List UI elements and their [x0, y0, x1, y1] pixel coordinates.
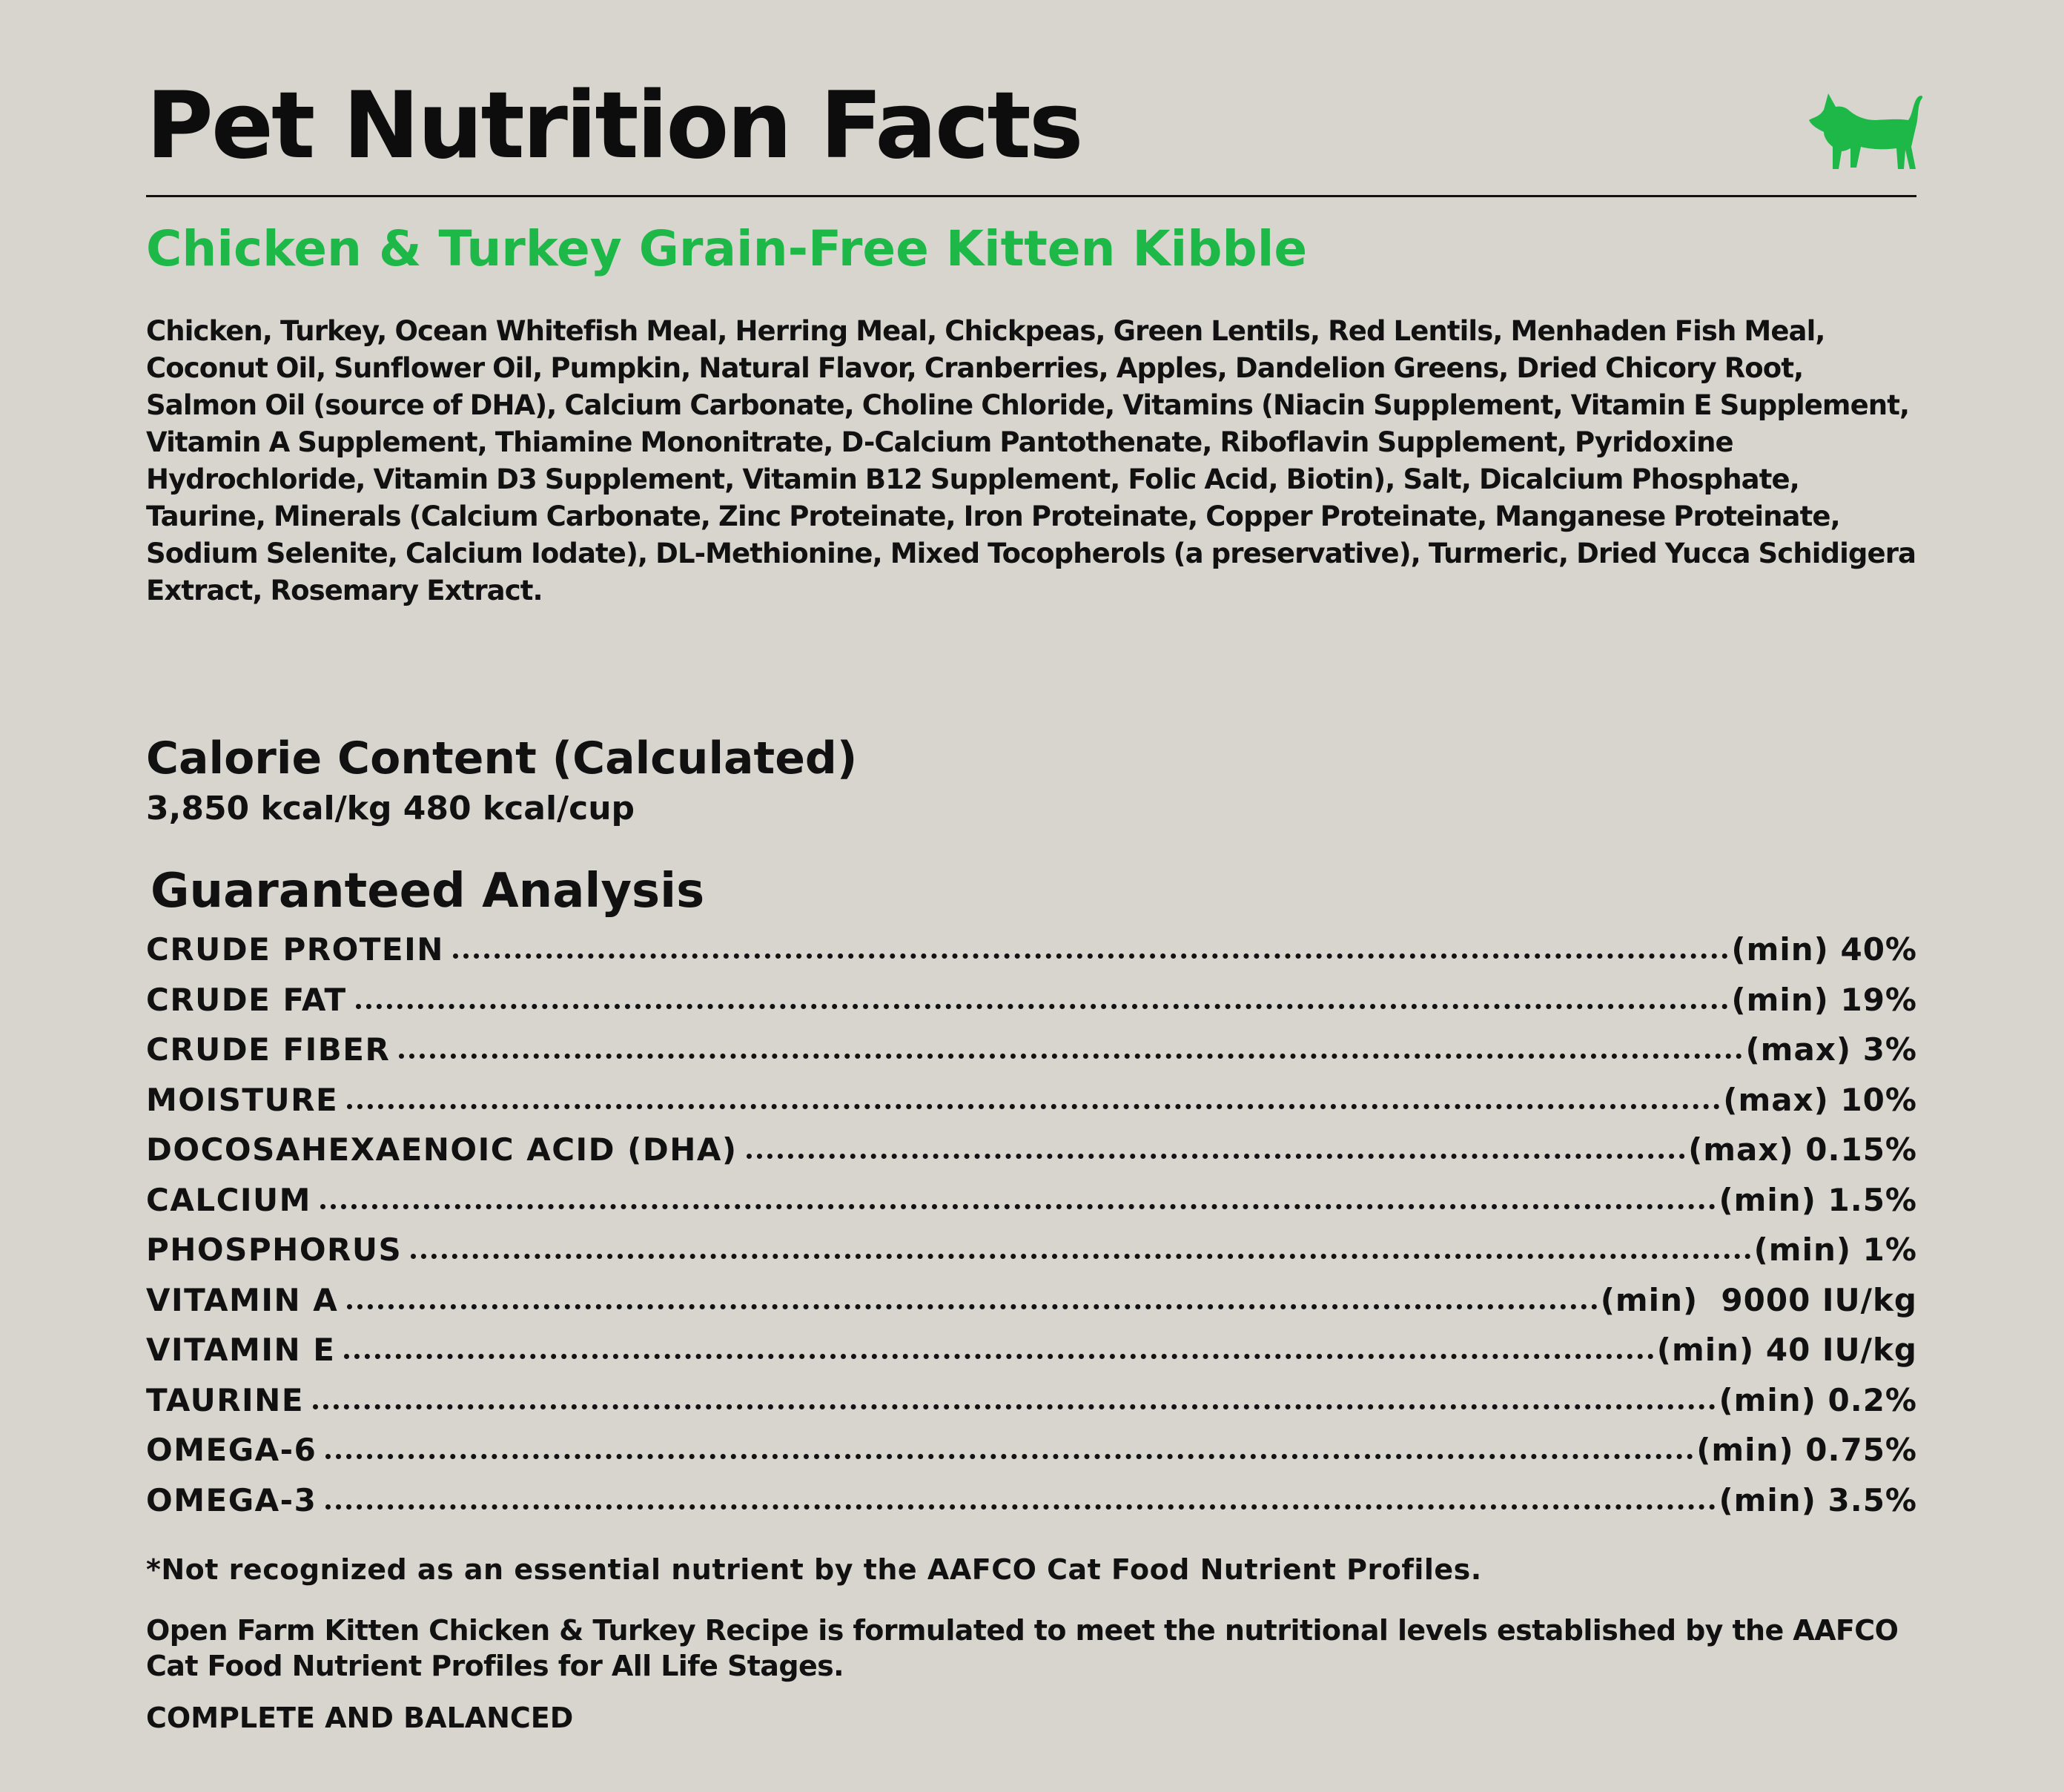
nutrient-name: MOISTURE — [146, 1081, 339, 1118]
calorie-content-values: 3,850 kcal/kg 480 kcal/cup — [146, 790, 635, 827]
analysis-row — [146, 1131, 1917, 1182]
calorie-content-heading: Calorie Content (Calculated) — [146, 733, 858, 784]
nutrient-amount: (min) 40 IU/kg — [1656, 1332, 1917, 1368]
analysis-row — [146, 1382, 1917, 1432]
nutrient-amount: (min) 3.5% — [1719, 1481, 1917, 1518]
analysis-row — [146, 1432, 1917, 1482]
dot-leader — [325, 1504, 1716, 1510]
cat-icon-shape — [1809, 93, 1922, 169]
nutrient-name: TAURINE — [146, 1381, 305, 1418]
nutrient-amount: (min) 0.2% — [1719, 1381, 1917, 1418]
analysis-row — [146, 982, 1917, 1032]
dot-leader — [411, 1254, 1750, 1259]
aafco-footnote: *Not recognized as an essential nutrient by the AAFCO Cat Food Nutrient Profiles. — [146, 1553, 1482, 1586]
nutrient-amount: (max) 3% — [1745, 1031, 1917, 1068]
dot-leader — [347, 1104, 1720, 1109]
analysis-row — [146, 1482, 1917, 1533]
ingredients-list: Chicken, Turkey, Ocean Whitefish Meal, Herring Meal, Chickpeas, Green Lentils, Red Lentils, Menhaden Fish Meal, Coconut Oil, Sunflower Oil, Pumpkin, Natural Flavor, Cranberries, Apples, Dandelion Greens, Dried Chicory Root, Salmon Oil (source of DHA), Calcium Carbonate, Choline Chloride, Vitamins (Niacin Supplement, Vitamin E Supplement, Vitamin A Supplement, Thiamine Mononitrate, D-Calcium Pantothenate, Riboflavin Supplement, Pyridoxine Hydrochloride, Vitamin D3 Supplement, Vitamin B12 Supplement, Folic Acid, Biotin), Salt, Dicalcium Phosphate, Taurine, Minerals (Calcium Carbonate, Zinc Proteinate, Iron Proteinate, Copper Proteinate, Manganese Proteinate, Sodium Selenite, Calcium Iodate), DL-Methionine, Mixed Tocopherols (a preservative), Turmeric, Dried Yucca Schidigera Extract, Rosemary Extract. — [146, 315, 1916, 606]
nutrient-name: DOCOSAHEXAENOIC ACID (DHA) — [146, 1131, 738, 1168]
product-name: Chicken & Turkey Grain-Free Kitten Kibble — [146, 220, 1308, 277]
nutrient-amount: (min) 19% — [1731, 981, 1917, 1018]
dot-leader — [356, 1004, 1729, 1009]
page-title: Pet Nutrition Facts — [146, 73, 1082, 179]
nutrient-name: CALCIUM — [146, 1181, 311, 1218]
nutrient-amount: (min) 1.5% — [1719, 1181, 1917, 1218]
nutrient-name: VITAMIN E — [146, 1332, 336, 1368]
nutrient-name: CRUDE FAT — [146, 981, 347, 1018]
guaranteed-analysis-table — [146, 931, 1917, 1532]
dot-leader — [325, 1454, 1693, 1459]
nutrient-amount: (min) 9000 IU/kg — [1600, 1281, 1917, 1318]
dot-leader — [399, 1054, 1742, 1059]
nutrient-amount: (min) 40% — [1731, 931, 1917, 968]
dot-leader — [453, 953, 1729, 959]
nutrient-amount: (min) 0.75% — [1696, 1432, 1917, 1468]
nutrient-amount: (max) 0.15% — [1688, 1131, 1917, 1168]
guaranteed-analysis-heading: Guaranteed Analysis — [150, 864, 705, 919]
nutrient-name: OMEGA-3 — [146, 1481, 317, 1518]
dot-leader — [313, 1404, 1716, 1409]
complete-balanced-claim: COMPLETE AND BALANCED — [146, 1702, 574, 1734]
nutrient-name: CRUDE PROTEIN — [146, 931, 444, 968]
dot-leader — [320, 1204, 1716, 1209]
analysis-row — [146, 931, 1917, 982]
nutrient-name: CRUDE FIBER — [146, 1031, 391, 1068]
nutrient-name: OMEGA-6 — [146, 1432, 317, 1468]
dot-leader — [344, 1354, 1653, 1359]
analysis-row — [146, 1332, 1917, 1382]
aafco-statement: Open Farm Kitten Chicken & Turkey Recipe is formulated to meet the nutritional levels established by the AAFCO Cat Food Nutrient Profiles for All Life Stages. — [146, 1614, 1899, 1682]
nutrient-amount: (max) 10% — [1723, 1081, 1917, 1118]
title-divider — [146, 195, 1916, 197]
cat-icon — [1802, 87, 1924, 176]
dot-leader — [747, 1154, 1686, 1159]
analysis-row — [146, 1182, 1917, 1232]
nutrient-amount: (min) 1% — [1753, 1231, 1917, 1268]
analysis-row — [146, 1282, 1917, 1332]
dot-leader — [347, 1304, 1597, 1309]
analysis-row — [146, 1231, 1917, 1282]
nutrient-name: VITAMIN A — [146, 1281, 339, 1318]
nutrient-name: PHOSPHORUS — [146, 1231, 403, 1268]
analysis-row — [146, 1031, 1917, 1082]
analysis-row — [146, 1082, 1917, 1132]
